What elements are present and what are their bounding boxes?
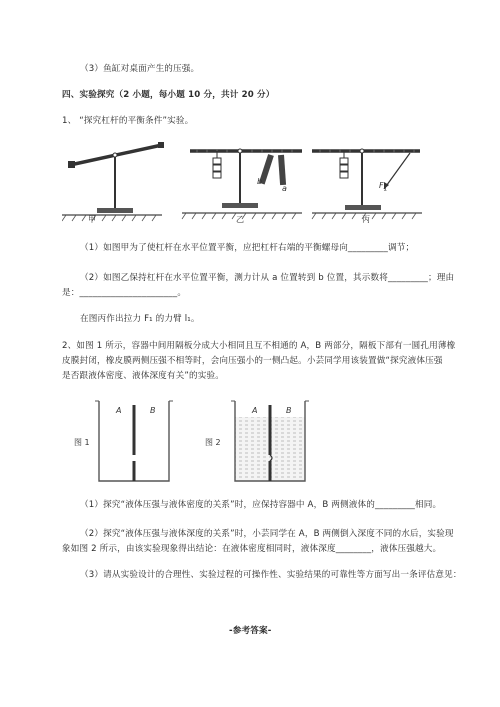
container-figures <box>95 395 395 490</box>
q2-part2-line1: （2）探究“液体压强与液体深度的关系”时，小芸同学在 A，B 两侧倒入深度不同的水后，实验现 <box>80 529 454 539</box>
fig-label-jia: 甲 <box>88 215 96 224</box>
fig1-label-b: B <box>150 406 156 415</box>
fig1-label: 图 1 <box>74 438 90 447</box>
q2-part3: （3）请从实验设计的合理性、实验过程的可操作性、实验结果的可靠性等方面写出一条评估意见： <box>80 570 462 580</box>
q2-stem-line3: 是否跟液体密度、液体深度有关”的实验。 <box>62 371 224 381</box>
fig1-label-a: A <box>116 406 122 415</box>
q2-part2-line2: 象如图 2 所示，由该实验现象得出结论：在液体密度相同时，液体深度________，液体压强越大。 <box>62 544 442 554</box>
fig2-label-a: A <box>252 406 258 415</box>
q1-part2-line1: （2）如图乙保持杠杆在水平位置平衡，测力计从 a 位置转到 b 位置，其示数将_________；理由 <box>80 273 455 283</box>
q1-stem: 1、 “探究杠杆的平衡条件”实验。 <box>62 116 194 126</box>
q2-stem-line2: 皮膜封闭，橡皮膜两侧压强不相等时，会向压强小的一侧凸起。小芸同学用该装置做“探究液体压强 <box>62 356 443 366</box>
q2-stem-line1: 2、如图 1 所示，容器中间用隔板分成大小相同且互不相通的 A，B 两部分，隔板下部有一圆孔用薄橡 <box>62 341 456 351</box>
q3-part3-text: （3）鱼缸对桌面产生的压强。 <box>80 64 200 74</box>
label-a: a <box>282 184 287 193</box>
fig-label-yi: 乙 <box>236 215 244 224</box>
label-b: b <box>257 177 263 186</box>
container-fig1 <box>95 401 173 481</box>
answer-title: -参考答案- <box>229 626 272 636</box>
fig2-label: 图 2 <box>205 438 221 447</box>
fig-label-bing: 丙 <box>362 215 370 224</box>
force-label-f: F <box>379 181 384 190</box>
q1-part2-line2: 是：______________________。 <box>62 288 187 298</box>
q1-part3: 在图丙作出拉力 F₁ 的力臂 l₁。 <box>80 314 200 324</box>
force-label-f1 <box>379 181 387 193</box>
lever-figure-jia <box>62 142 164 221</box>
force-label-sub: 1 <box>383 185 388 193</box>
container-fig2 <box>231 401 309 481</box>
lever-figure-bing <box>312 149 422 219</box>
section-title: 四、实验探究（2 小题，每小题 10 分，共计 20 分） <box>62 90 275 100</box>
q2-part1: （1）探究“液体压强与液体密度的关系”时，应保持容器中 A，B 两侧液体的_________相同。 <box>80 500 442 510</box>
q1-part1: （1）如图甲为了使杠杆在水平位置平衡，应把杠杆右端的平衡螺母向_________调节； <box>80 243 415 253</box>
fig2-label-b: B <box>286 406 292 415</box>
